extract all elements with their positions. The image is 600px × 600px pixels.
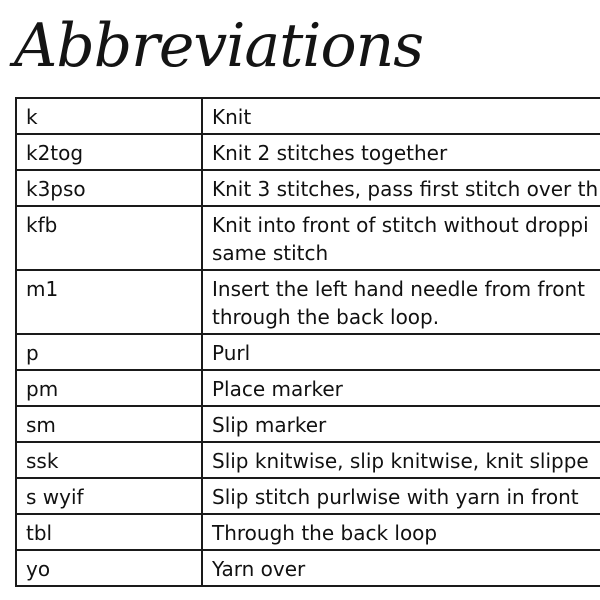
description-text: Knit 2 stitches together	[212, 141, 448, 165]
description-text: Place marker	[212, 377, 343, 401]
description-cell	[202, 206, 600, 270]
description-text: Insert the left hand needle from front	[212, 277, 585, 301]
abbreviation-cell: pm	[16, 370, 202, 406]
description-cell	[202, 550, 600, 586]
abbreviation-cell: k2tog	[16, 134, 202, 170]
table-row	[16, 270, 600, 334]
table-row	[16, 334, 600, 370]
abbreviation-cell: ssk	[16, 442, 202, 478]
description-cell	[202, 98, 600, 134]
description-text: same stitch	[212, 241, 329, 265]
description-text: Through the back loop	[212, 521, 438, 545]
table-row	[16, 170, 600, 206]
abbreviation-cell: sm	[16, 406, 202, 442]
description-cell	[202, 170, 600, 206]
abbreviation-cell: k	[16, 98, 202, 134]
description-text: Slip knitwise, slip knitwise, knit slippe	[212, 449, 589, 473]
abbreviation-cell: m1	[16, 270, 202, 334]
abbreviation-cell: tbl	[16, 514, 202, 550]
description-cell	[202, 406, 600, 442]
abbreviation-cell: s wyif	[16, 478, 202, 514]
table-row	[16, 406, 600, 442]
table-row	[16, 206, 600, 270]
table-row	[16, 478, 600, 514]
description-text: Knit into front of stitch without droppi	[212, 213, 589, 237]
abbreviations-table	[15, 97, 600, 587]
table-row	[16, 550, 600, 586]
table-row	[16, 370, 600, 406]
abbreviations-table-container	[15, 97, 600, 587]
description-cell	[202, 334, 600, 370]
description-text: Knit 3 stitches, pass first stitch over th	[212, 177, 599, 201]
description-text: Slip marker	[212, 413, 327, 437]
description-cell	[202, 270, 600, 334]
abbreviation-cell: p	[16, 334, 202, 370]
description-text: Slip stitch purlwise with yarn in front	[212, 485, 579, 509]
abbreviation-cell: yo	[16, 550, 202, 586]
description-cell	[202, 514, 600, 550]
description-cell	[202, 442, 600, 478]
table-row	[16, 514, 600, 550]
description-cell	[202, 478, 600, 514]
table-row	[16, 442, 600, 478]
page-title: Abbreviations	[14, 11, 424, 81]
description-cell	[202, 370, 600, 406]
description-text: Knit	[212, 105, 252, 129]
abbreviation-cell: kfb	[16, 206, 202, 270]
description-text: Yarn over	[212, 557, 306, 581]
table-row	[16, 134, 600, 170]
table-row	[16, 98, 600, 134]
description-text: Purl	[212, 341, 251, 365]
description-cell	[202, 134, 600, 170]
abbreviation-cell: k3pso	[16, 170, 202, 206]
description-text: through the back loop.	[212, 305, 440, 329]
